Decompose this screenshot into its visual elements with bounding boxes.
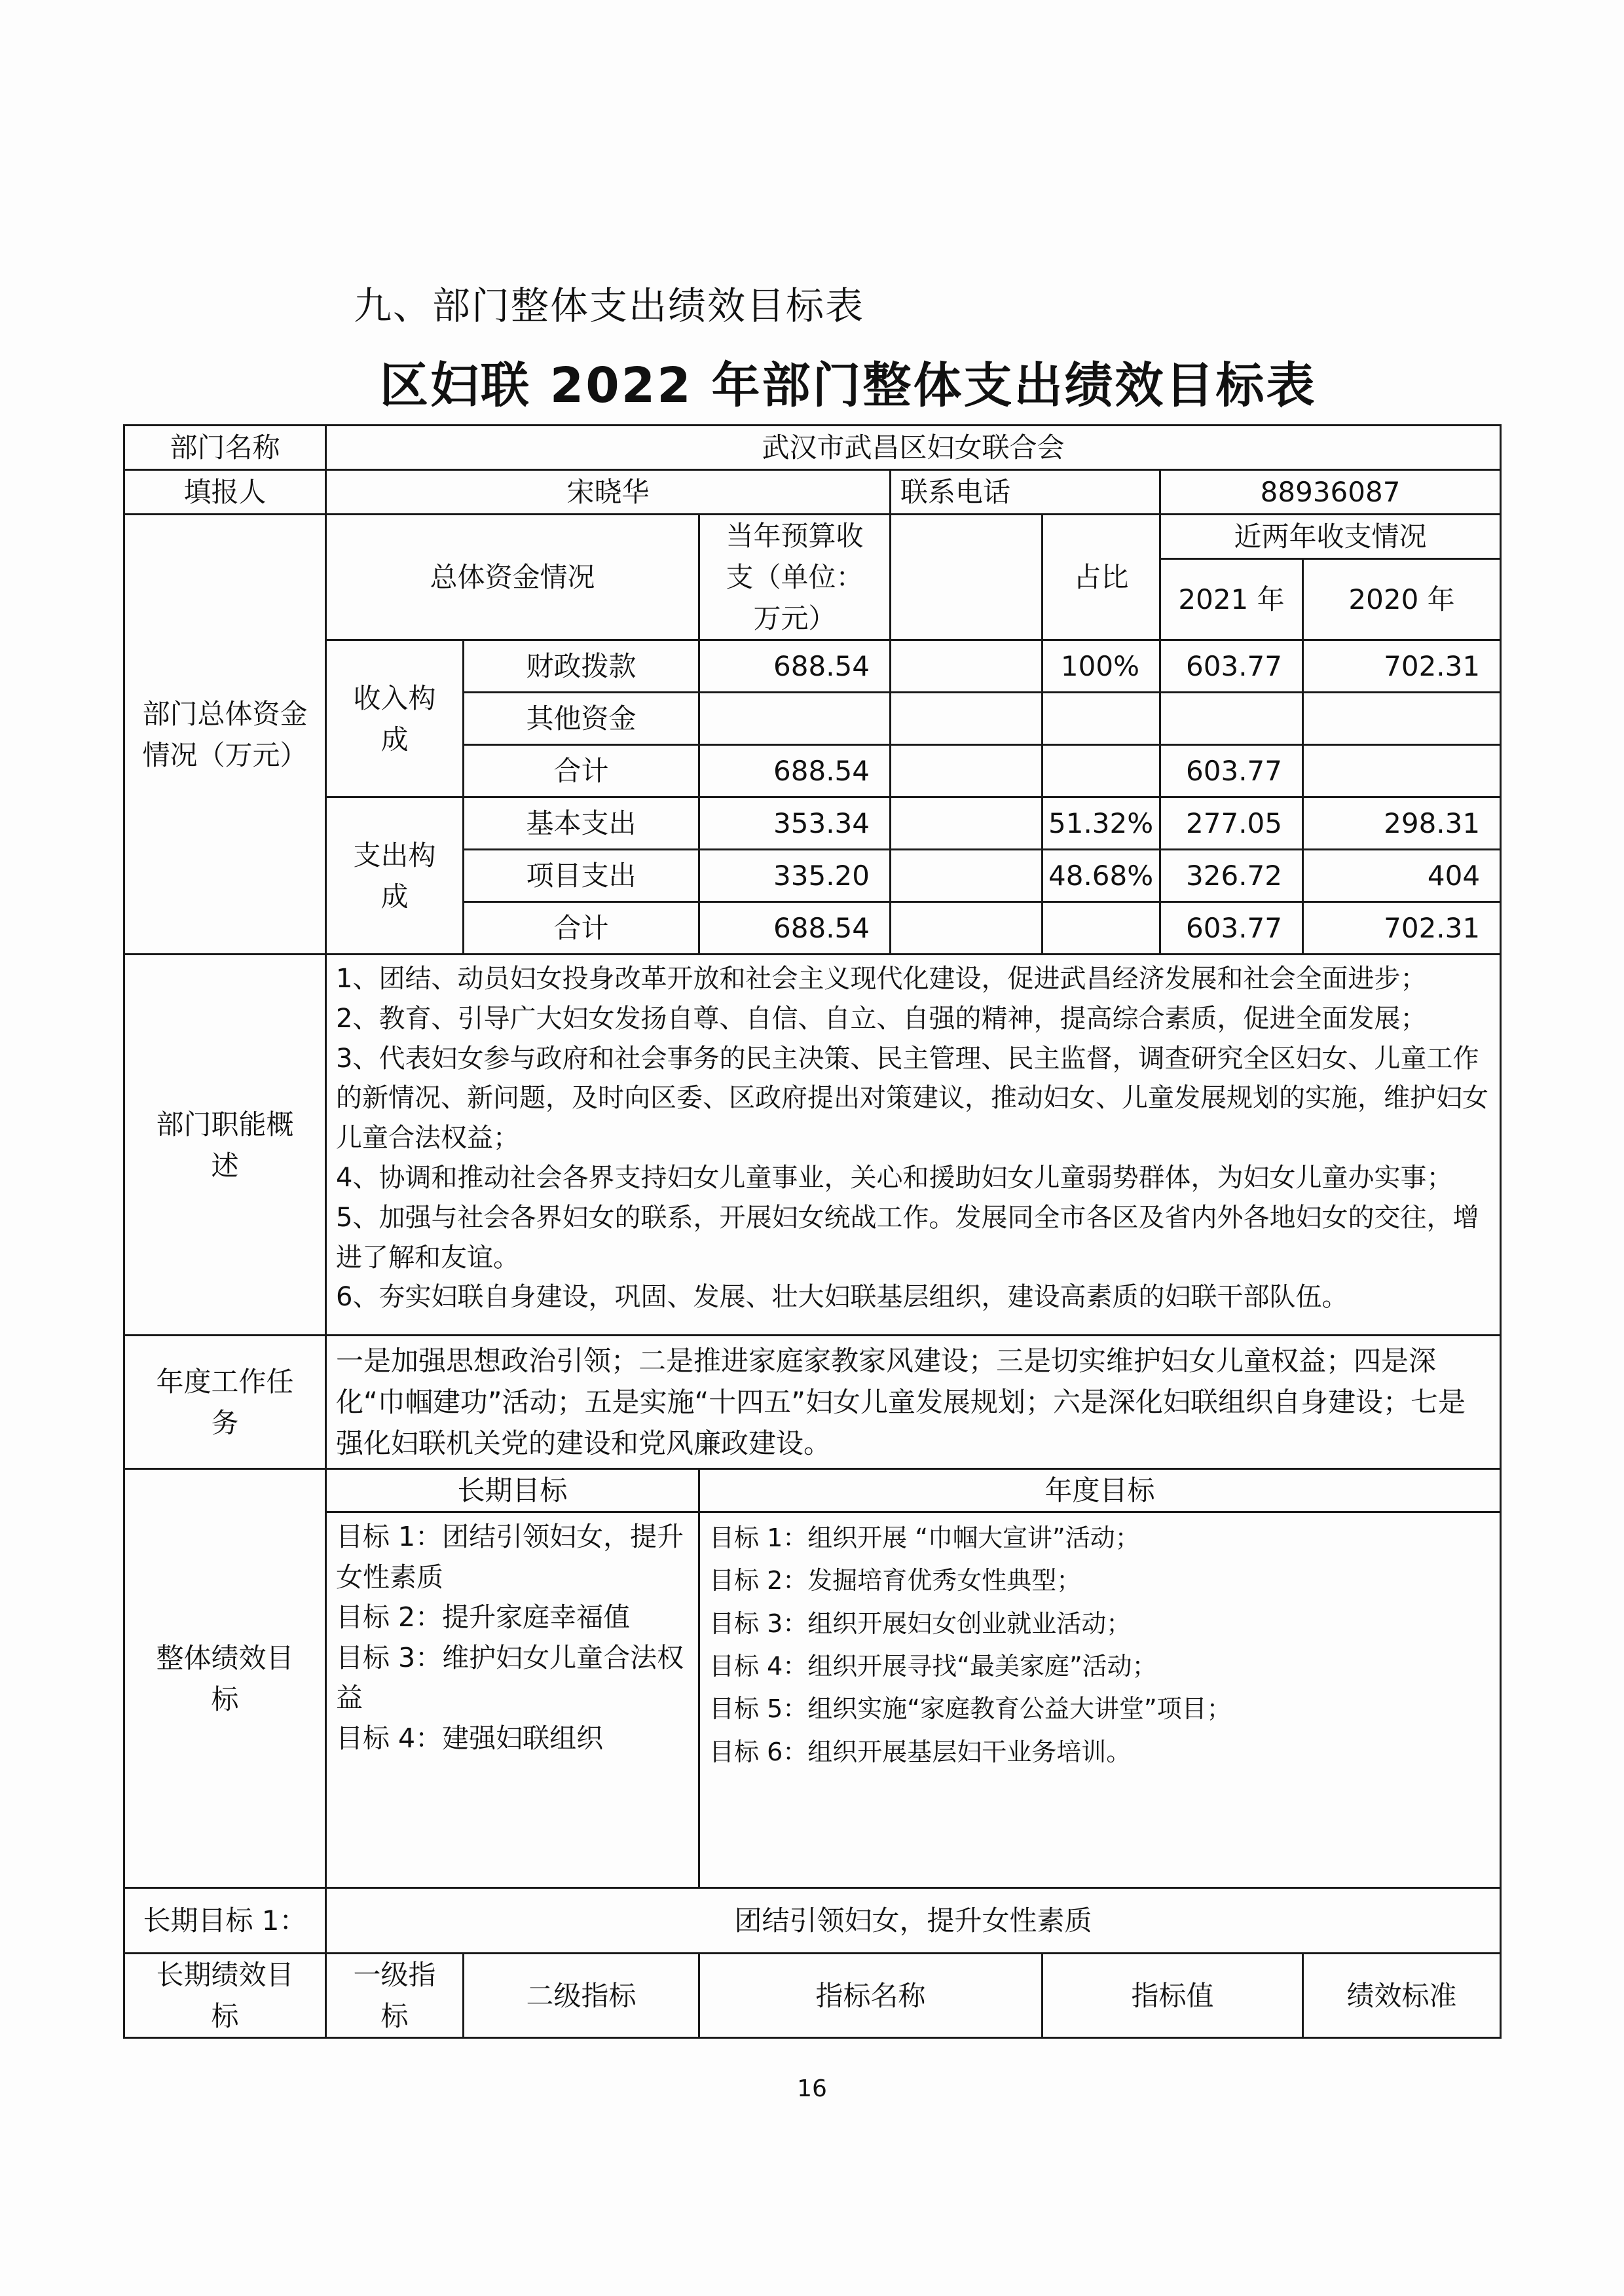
annual-goal-item: 目标 5：组织实施“家庭教育公益大讲堂”项目； [709,1694,1232,1724]
fund-ratio [1043,902,1160,955]
budget-header: 当年预算收支（单位：万元） [699,515,891,640]
dept-row [124,426,1501,470]
ratio-header: 占比 [1043,515,1160,640]
fund-blank [891,902,1043,955]
annual-goal-item: 目标 1：组织开展 “巾帼大宣讲”活动； [709,1523,1140,1552]
fund-2021: 603.77 [1160,902,1303,955]
fund-2020: 702.31 [1303,640,1501,693]
long-goal-header: 长期目标 [326,1469,699,1512]
long-goal-1-label: 长期目标 1： [124,1888,326,1954]
fund-ratio: 100% [1043,640,1160,693]
fund-budget: 688.54 [699,640,891,693]
fund-budget: 335.20 [699,850,891,902]
fund-blank [891,640,1043,693]
section-heading: 九、部门整体支出绩效目标表 [354,283,865,328]
fund-name: 基本支出 [464,797,699,850]
function-item: 1、团结、动员妇女投身改革开放和社会主义现代化建设，促进武昌经济发展和社会全面进步； [336,964,1427,994]
function-item: 6、夯实妇联自身建设，巩固、发展、壮大妇联基层组织，建设高素质的妇联干部队伍。 [336,1282,1348,1313]
funds-section-label: 部门总体资金情况（万元） [124,515,326,955]
annual-tasks-text: 一是加强思想政治引领；二是推进家庭家教家风建设；三是切实维护妇女儿童权益；四是深化“巾帼建功”活动；五是实施“十四五”妇女儿童发展规划；六是深化妇联组织自身建设；七是强化妇联机关党的建设和党风廉政建设。 [326,1336,1501,1469]
dept-label: 部门名称 [124,426,326,470]
fund-name: 项目支出 [464,850,699,902]
funds-header-row-1 [124,515,1501,559]
annual-tasks-row [124,1336,1501,1469]
fund-name: 财政拨款 [464,640,699,693]
overall-header: 总体资金情况 [326,515,699,640]
indicators-header-row [124,1954,1501,2038]
recent-header: 近两年收支情况 [1160,515,1501,559]
fund-blank [891,693,1043,745]
goals-label: 整体绩效目标 [124,1469,326,1888]
fund-name: 其他资金 [464,693,699,745]
phone-value: 88936087 [1160,470,1501,515]
income-group-label: 收入构成 [326,640,464,797]
performance-table [123,424,1502,2039]
fund-budget: 688.54 [699,745,891,797]
funds-row [124,640,1501,693]
functions-text [326,955,1501,1336]
function-item: 2、教育、引导广大妇女发扬自尊、自信、自立、自强的精神，提高综合素质，促进全面发展； [336,1003,1427,1034]
fund-budget: 688.54 [699,902,891,955]
long-goal-item: 目标 2：提升家庭幸福值 [336,1601,631,1633]
fund-ratio [1043,745,1160,797]
annual-goal-item: 目标 2：发掘培育优秀女性典型； [709,1566,1082,1595]
fund-2020 [1303,745,1501,797]
fund-ratio [1043,693,1160,745]
long-goal-item: 目标 1：团结引领妇女，提升女性素质 [336,1521,684,1593]
function-item: 3、代表妇女参与政府和社会事务的民主决策、民主管理、民主监督，调查研究全区妇女、儿童工作的新情况、新问题，及时向区委、区政府提出对策建议，推动妇女、儿童发展规划的实施，维护妇女儿童合法权益； [336,1043,1488,1154]
phone-label: 联系电话 [891,470,1160,515]
fund-blank [891,745,1043,797]
fund-2021: 603.77 [1160,640,1303,693]
fund-ratio: 51.32% [1043,797,1160,850]
fund-ratio: 48.68% [1043,850,1160,902]
fund-2021: 603.77 [1160,745,1303,797]
fund-name: 合计 [464,902,699,955]
fund-2020: 404 [1303,850,1501,902]
filler-value: 宋晓华 [326,470,891,515]
fund-2021 [1160,693,1303,745]
goals-header-row [124,1469,1501,1512]
indicators-label: 长期绩效目标 [124,1954,326,2038]
indicator-value-header: 指标值 [1043,1954,1303,2038]
fund-2020: 702.31 [1303,902,1501,955]
document-title: 区妇联 2022 年部门整体支出绩效目标表 [380,357,1317,414]
year-2021-header: 2021 年 [1160,559,1303,640]
fund-2021: 277.05 [1160,797,1303,850]
functions-label: 部门职能概述 [124,955,326,1336]
long-goals-cell [326,1512,699,1888]
annual-goal-item: 目标 3：组织开展妇女创业就业活动； [709,1609,1132,1638]
annual-goals-cell [699,1512,1501,1888]
long-goal-item: 目标 4：建强妇联组织 [336,1722,604,1754]
level1-header: 一级指标 [326,1954,464,2038]
fund-blank [891,797,1043,850]
annual-goal-item: 目标 4：组织开展寻找“最美家庭”活动； [709,1652,1157,1681]
long-goal-1-value: 团结引领妇女，提升女性素质 [326,1888,1501,1954]
annual-goal-item: 目标 6：组织开展基层妇干业务培训。 [709,1737,1132,1766]
goals-content-row [124,1512,1501,1888]
function-item: 4、协调和推动社会各界支持妇女儿童事业，关心和援助妇女儿童弱势群体，为妇女儿童办实事； [336,1162,1453,1193]
annual-tasks-label: 年度工作任务 [124,1336,326,1469]
funds-row [124,797,1501,850]
dept-value: 武汉市武昌区妇女联合会 [326,426,1501,470]
fund-name: 合计 [464,745,699,797]
functions-row [124,955,1501,1336]
long-goal-1-row [124,1888,1501,1954]
fund-budget [699,693,891,745]
indicator-name-header: 指标名称 [699,1954,1043,2038]
fund-blank [891,850,1043,902]
fund-budget: 353.34 [699,797,891,850]
expense-group-label: 支出构成 [326,797,464,955]
blank-header [891,515,1043,640]
fund-2020: 298.31 [1303,797,1501,850]
level2-header: 二级指标 [464,1954,699,2038]
filler-row [124,470,1501,515]
fund-2021: 326.72 [1160,850,1303,902]
standard-header: 绩效标准 [1303,1954,1501,2038]
fund-2020 [1303,693,1501,745]
long-goal-item: 目标 3：维护妇女儿童合法权益 [336,1641,684,1713]
filler-label: 填报人 [124,470,326,515]
function-item: 5、加强与社会各界妇女的联系，开展妇女统战工作。发展同全市各区及省内外各地妇女的交往，增进了解和友谊。 [336,1202,1479,1273]
year-2020-header: 2020 年 [1303,559,1501,640]
page-number: 16 [797,2075,827,2102]
annual-goal-header: 年度目标 [699,1469,1501,1512]
